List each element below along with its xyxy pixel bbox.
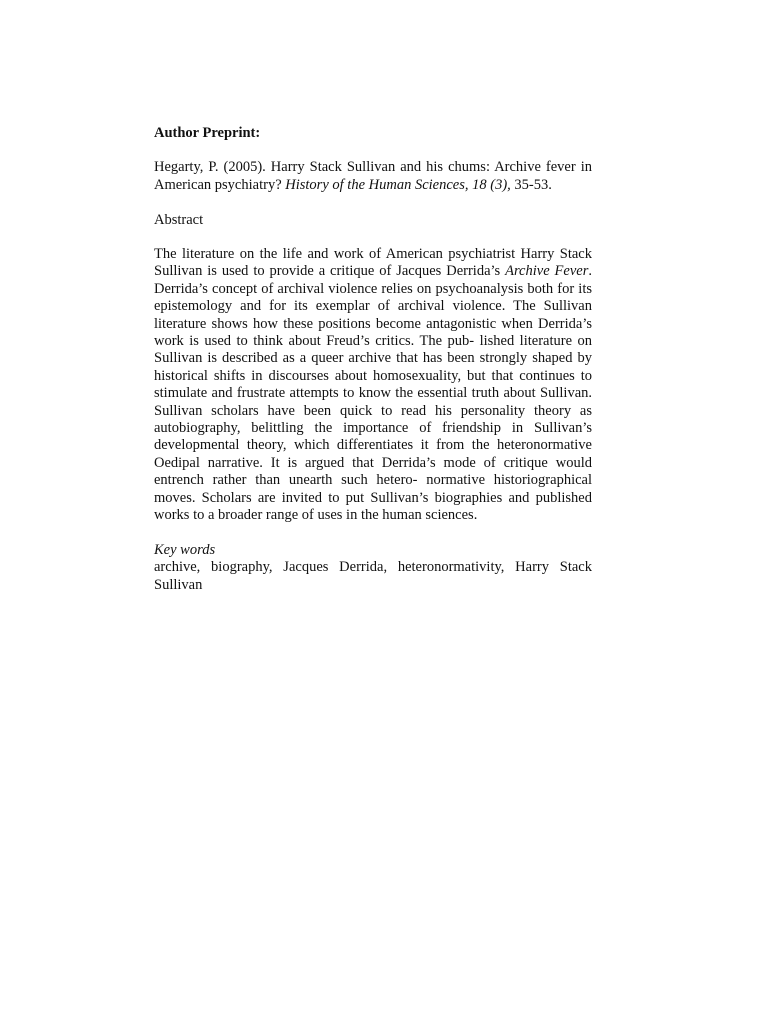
abstract-text-part1: The literature on the life and work of American psychiatrist Harry Stack Sullivan is used to provide a critique of Jacques Derrida’s — [154, 246, 592, 280]
abstract-body — [154, 246, 592, 525]
citation-journal: History of the Human Sciences, 18 (3), — [285, 176, 511, 193]
abstract-label: Abstract — [154, 212, 204, 228]
abstract-text-part2: . Derrida’s concept of archival violence relies on psychoanalysis both for its epistemology and for its exemplar of archival violence. The Sullivan literature shows how these positions become antagonistic when Derrida’s work is used to think about Freud’s critics. The pub- lished literature on Sullivan is described as a queer archive that has been strongly shaped by historical shifts in discourses about homosexuality, but that continues to stimulate and frustrate attempts to know the essential truth about Sullivan. Sullivan scholars have been quick to read his personality theory as autobiography, belittling the importance of friendship in Sullivan’s developmental theory, which differentiates it from the heteronormative Oedipal narrative. It is argued that Derrida’s mode of critique would entrench rather than unearth such hetero- normative historiographical moves. Scholars are invited to put Sullivan’s biographies and published works to a broader range of uses in the human sciences. — [154, 263, 592, 524]
abstract-book-title: Archive Fever — [505, 263, 589, 280]
keywords-list: archive, biography, Jacques Derrida, heteronormativity, Harry Stack Sullivan — [154, 559, 592, 593]
citation — [154, 159, 592, 194]
citation-authors: Hegarty, P. (2005). Harry Stack Sullivan and his chums: Archive fever in American psychiatry? — [154, 159, 592, 193]
page-heading: Author Preprint: — [154, 125, 261, 141]
citation-pages: 35-53. — [510, 176, 552, 193]
document-page — [154, 124, 592, 594]
keywords-label: Key words — [154, 541, 216, 558]
